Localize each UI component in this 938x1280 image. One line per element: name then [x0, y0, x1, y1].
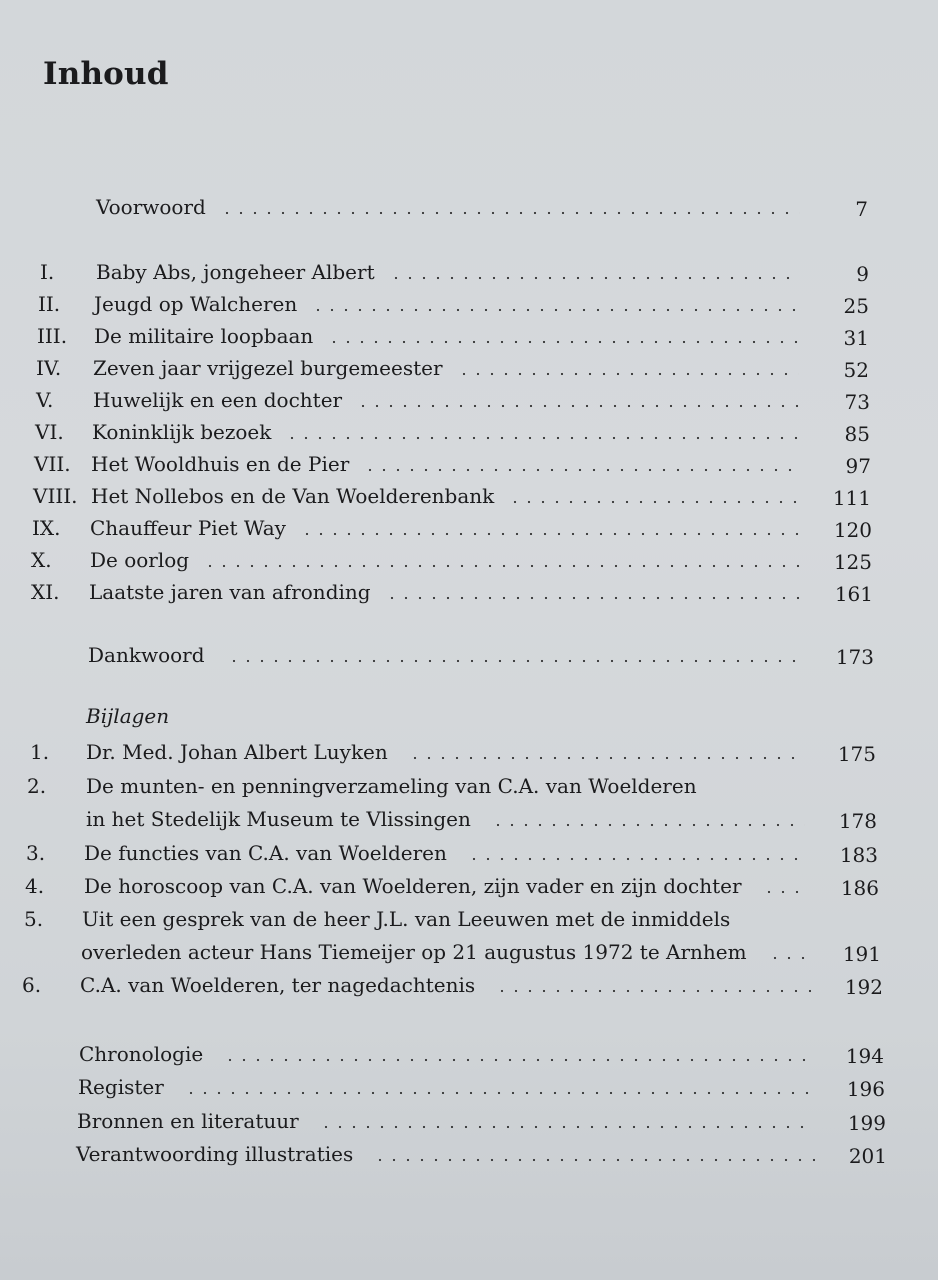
- appendix-page: 178: [838, 809, 877, 833]
- toc-entry-label: Voorwoord: [96, 195, 206, 219]
- leader-dots: [508, 500, 801, 504]
- chapter-title: Het Nollebos en de Van Woelderenbank: [91, 484, 495, 508]
- toc-entry-page: 173: [835, 645, 874, 669]
- toc-entry-page: 7: [855, 197, 868, 221]
- appendix-page: 183: [839, 843, 878, 867]
- chapter-title: Baby Abs, jongeheer Albert: [96, 260, 375, 284]
- appendix-number: 3.: [26, 841, 46, 865]
- appendix-title: De munten- en penningverzameling van C.A. van Woelderen: [86, 774, 697, 798]
- leader-dots: [457, 372, 799, 376]
- backmatter-title: Bronnen en literatuur: [77, 1109, 299, 1133]
- chapter-number: I.: [40, 260, 55, 284]
- leader-dots: [311, 308, 799, 312]
- chapter-title: Chauffeur Piet Way: [90, 516, 286, 540]
- chapter-page: 73: [844, 390, 870, 414]
- chapter-number: IV.: [36, 356, 62, 380]
- backmatter-page: 201: [848, 1144, 887, 1168]
- chapter-page: 111: [832, 486, 871, 510]
- leader-dots: [762, 890, 807, 894]
- chapter-title: Laatste jaren van afronding: [89, 580, 371, 604]
- backmatter-title: Register: [78, 1075, 164, 1099]
- chapter-number: VII.: [34, 452, 71, 476]
- chapter-title: De oorlog: [90, 548, 190, 572]
- chapter-page: 97: [845, 454, 871, 478]
- chapter-page: 52: [843, 358, 869, 382]
- leader-dots: [467, 857, 806, 861]
- backmatter-title: Verantwoording illustraties: [76, 1142, 354, 1166]
- appendix-number: 6.: [22, 973, 42, 997]
- chapter-number: X.: [31, 548, 52, 572]
- appendix-title: De horoscoop van C.A. van Woelderen, zijn vader en zijn dochter: [84, 874, 742, 898]
- chapter-page: 31: [843, 326, 869, 350]
- chapter-page: 9: [856, 262, 869, 286]
- toc-entry-label: Dankwoord: [88, 643, 205, 667]
- appendix-title: Dr. Med. Johan Albert Luyken: [86, 740, 388, 764]
- leader-dots: [373, 1158, 815, 1162]
- backmatter-page: 199: [847, 1111, 886, 1135]
- leader-dots: [223, 1058, 812, 1062]
- backmatter-page: 196: [846, 1077, 885, 1101]
- leader-dots: [203, 564, 802, 568]
- appendix-heading: Bijlagen: [86, 704, 170, 728]
- backmatter-title: Chronologie: [79, 1042, 204, 1066]
- appendix-number: 2.: [27, 774, 47, 798]
- leader-dots: [300, 532, 802, 536]
- chapter-page: 85: [844, 422, 870, 446]
- appendix-page: 186: [840, 876, 879, 900]
- appendix-page: 192: [844, 975, 883, 999]
- appendix-number: 1.: [30, 740, 50, 764]
- chapter-page: 125: [833, 550, 872, 574]
- leader-dots: [184, 1091, 813, 1095]
- appendix-number: 4.: [25, 874, 45, 898]
- leader-dots: [408, 756, 804, 760]
- leader-dots: [385, 596, 803, 600]
- chapter-title: Zeven jaar vrijgezel burgemeester: [93, 356, 443, 380]
- chapter-title: Jeugd op Walcheren: [94, 292, 298, 316]
- appendix-title: De functies van C.A. van Woelderen: [84, 841, 447, 865]
- chapter-number: II.: [38, 292, 61, 316]
- leader-dots: [768, 956, 809, 960]
- leader-dots: [356, 404, 800, 408]
- chapter-number: III.: [37, 324, 68, 348]
- chapter-page: 25: [843, 294, 869, 318]
- leader-dots: [327, 340, 799, 344]
- appendix-title: Uit een gesprek van de heer J.L. van Leeuwen met de inmiddels: [82, 907, 731, 931]
- chapter-number: VIII.: [33, 484, 78, 508]
- chapter-title: De militaire loopbaan: [94, 324, 314, 348]
- chapter-page: 120: [833, 518, 872, 542]
- chapter-number: V.: [36, 388, 54, 412]
- leader-dots: [285, 436, 800, 440]
- leader-dots: [227, 659, 804, 663]
- appendix-number: 5.: [24, 907, 44, 931]
- appendix-title-continued: in het Stedelijk Museum te Vlissingen: [86, 807, 471, 831]
- page-title: Inhoud: [43, 56, 169, 92]
- chapter-number: XI.: [31, 580, 60, 604]
- chapter-number: VI.: [35, 420, 64, 444]
- appendix-page: 191: [842, 942, 881, 966]
- chapter-title: Koninklijk bezoek: [92, 420, 272, 444]
- backmatter-page: 194: [845, 1044, 884, 1068]
- appendix-page: 175: [837, 742, 876, 766]
- appendix-title-continued: overleden acteur Hans Tiemeijer op 21 augustus 1972 te Arnhem: [81, 940, 747, 964]
- leader-dots: [495, 989, 811, 993]
- chapter-title: Huwelijk en een dochter: [93, 388, 343, 412]
- leader-dots: [491, 823, 805, 827]
- chapter-title: Het Wooldhuis en de Pier: [91, 452, 350, 476]
- leader-dots: [363, 468, 801, 472]
- appendix-title: C.A. van Woelderen, ter nagedachtenis: [80, 973, 476, 997]
- leader-dots: [389, 276, 799, 280]
- leader-dots: [319, 1125, 814, 1129]
- leader-dots: [220, 211, 800, 215]
- chapter-number: IX.: [32, 516, 61, 540]
- chapter-page: 161: [834, 582, 873, 606]
